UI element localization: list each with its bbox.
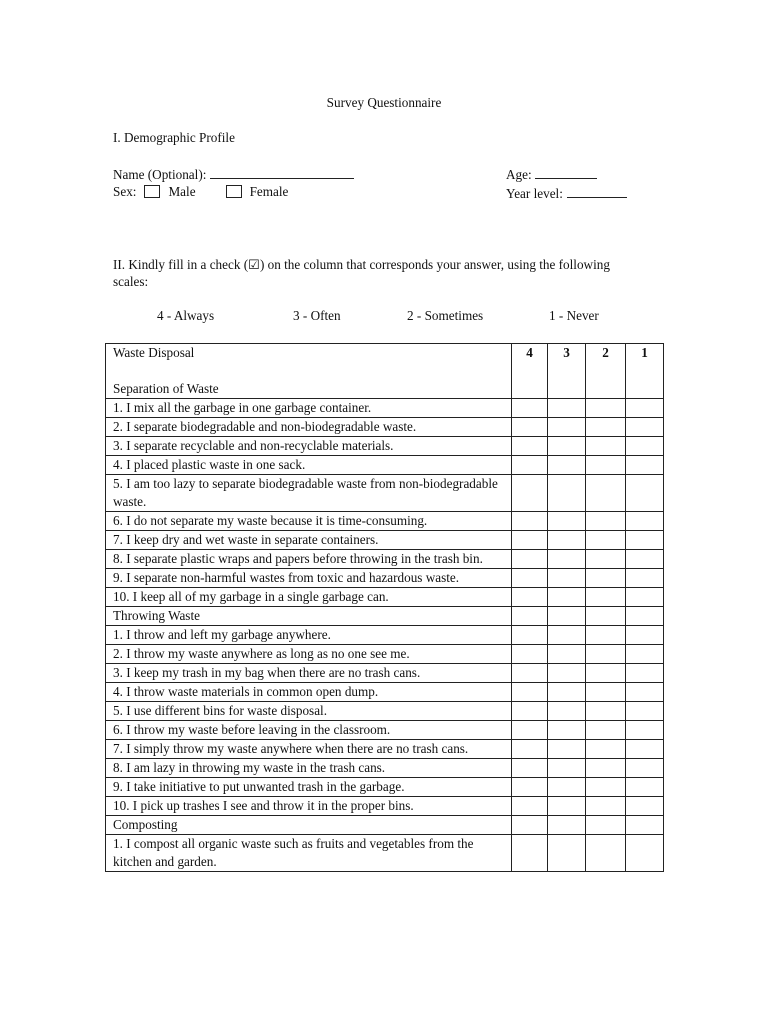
table-row bbox=[106, 399, 664, 418]
check-cell-1[interactable] bbox=[626, 588, 664, 607]
check-cell-1[interactable] bbox=[626, 835, 664, 872]
check-cell-4[interactable] bbox=[512, 607, 548, 626]
statement-text: 9. I take initiative to put unwanted trash in the garbage. bbox=[106, 778, 512, 797]
check-cell-2[interactable] bbox=[586, 702, 626, 721]
check-cell-4[interactable] bbox=[512, 531, 548, 550]
table-row bbox=[106, 531, 664, 550]
check-cell-2[interactable] bbox=[586, 512, 626, 531]
male-checkbox[interactable] bbox=[144, 185, 160, 198]
age-field-group bbox=[506, 166, 597, 181]
statement-text: 3. I separate recyclable and non-recyclable materials. bbox=[106, 437, 512, 456]
check-cell-2[interactable] bbox=[586, 835, 626, 872]
check-cell-3[interactable] bbox=[548, 797, 586, 816]
check-cell-3[interactable] bbox=[548, 740, 586, 759]
check-cell-2[interactable] bbox=[586, 759, 626, 778]
check-cell-4[interactable] bbox=[512, 816, 548, 835]
check-cell-3[interactable] bbox=[548, 531, 586, 550]
check-cell-4[interactable] bbox=[512, 664, 548, 683]
score-header-1: 1 bbox=[626, 344, 664, 399]
score-header-3: 3 bbox=[548, 344, 586, 399]
year-level-field-group bbox=[506, 185, 627, 200]
check-cell-1[interactable] bbox=[626, 664, 664, 683]
check-cell-3[interactable] bbox=[548, 607, 586, 626]
check-cell-4[interactable] bbox=[512, 721, 548, 740]
check-cell-3[interactable] bbox=[548, 418, 586, 437]
check-cell-2[interactable] bbox=[586, 645, 626, 664]
check-cell-2[interactable] bbox=[586, 531, 626, 550]
table-row bbox=[106, 797, 664, 816]
check-cell-2[interactable] bbox=[586, 797, 626, 816]
check-cell-1[interactable] bbox=[626, 816, 664, 835]
statement-text: 6. I throw my waste before leaving in the classroom. bbox=[106, 721, 512, 740]
check-cell-1[interactable] bbox=[626, 569, 664, 588]
table-row bbox=[106, 437, 664, 456]
check-cell-4[interactable] bbox=[512, 399, 548, 418]
check-cell-2[interactable] bbox=[586, 456, 626, 475]
section-title: Composting bbox=[106, 816, 512, 835]
check-cell-4[interactable] bbox=[512, 740, 548, 759]
table-row bbox=[106, 569, 664, 588]
score-header-2: 2 bbox=[586, 344, 626, 399]
check-cell-2[interactable] bbox=[586, 740, 626, 759]
check-cell-2[interactable] bbox=[586, 778, 626, 797]
table-row bbox=[106, 550, 664, 569]
statement-text: 5. I am too lazy to separate biodegradable waste from non-biodegradable waste. bbox=[106, 475, 512, 512]
check-cell-1[interactable] bbox=[626, 475, 664, 512]
table-row bbox=[106, 835, 664, 872]
statement-text: 5. I use different bins for waste disposal. bbox=[106, 702, 512, 721]
check-cell-1[interactable] bbox=[626, 759, 664, 778]
statement-text: 7. I keep dry and wet waste in separate containers. bbox=[106, 531, 512, 550]
check-cell-3[interactable] bbox=[548, 626, 586, 645]
female-checkbox[interactable] bbox=[226, 185, 242, 198]
check-cell-1[interactable] bbox=[626, 437, 664, 456]
check-cell-1[interactable] bbox=[626, 399, 664, 418]
check-cell-3[interactable] bbox=[548, 512, 586, 531]
check-cell-3[interactable] bbox=[548, 816, 586, 835]
statement-text: 8. I separate plastic wraps and papers before throwing in the trash bin. bbox=[106, 550, 512, 569]
statement-text: 8. I am lazy in throwing my waste in the trash cans. bbox=[106, 759, 512, 778]
check-cell-3[interactable] bbox=[548, 778, 586, 797]
check-cell-1[interactable] bbox=[626, 418, 664, 437]
check-cell-2[interactable] bbox=[586, 626, 626, 645]
check-cell-3[interactable] bbox=[548, 702, 586, 721]
table-header-row bbox=[106, 344, 664, 399]
table-row bbox=[106, 740, 664, 759]
check-cell-4[interactable] bbox=[512, 550, 548, 569]
check-cell-1[interactable] bbox=[626, 721, 664, 740]
check-cell-3[interactable] bbox=[548, 664, 586, 683]
check-cell-4[interactable] bbox=[512, 645, 548, 664]
statement-text: 1. I compost all organic waste such as fruits and vegetables from the kitchen and garden. bbox=[106, 835, 512, 872]
male-label: Male bbox=[168, 184, 196, 199]
check-cell-1[interactable] bbox=[626, 531, 664, 550]
statement-text: 10. I pick up trashes I see and throw it in the proper bins. bbox=[106, 797, 512, 816]
statement-text: 10. I keep all of my garbage in a single garbage can. bbox=[106, 588, 512, 607]
check-cell-1[interactable] bbox=[626, 456, 664, 475]
table-row bbox=[106, 475, 664, 512]
check-cell-2[interactable] bbox=[586, 664, 626, 683]
female-label: Female bbox=[249, 184, 289, 199]
check-cell-3[interactable] bbox=[548, 645, 586, 664]
year-level-blank[interactable] bbox=[567, 185, 627, 198]
check-cell-2[interactable] bbox=[586, 569, 626, 588]
check-cell-4[interactable] bbox=[512, 512, 548, 531]
check-cell-4[interactable] bbox=[512, 418, 548, 437]
survey-table bbox=[105, 343, 664, 872]
check-cell-1[interactable] bbox=[626, 645, 664, 664]
check-cell-1[interactable] bbox=[626, 740, 664, 759]
check-cell-2[interactable] bbox=[586, 607, 626, 626]
check-cell-1[interactable] bbox=[626, 797, 664, 816]
check-cell-4[interactable] bbox=[512, 702, 548, 721]
check-cell-1[interactable] bbox=[626, 683, 664, 702]
check-cell-3[interactable] bbox=[548, 399, 586, 418]
table-row bbox=[106, 645, 664, 664]
section-row bbox=[106, 816, 664, 835]
statement-text: 1. I throw and left my garbage anywhere. bbox=[106, 626, 512, 645]
statement-text: 2. I separate biodegradable and non-biodegradable waste. bbox=[106, 418, 512, 437]
sex-field-group bbox=[113, 185, 288, 198]
statement-text: 4. I throw waste materials in common open dump. bbox=[106, 683, 512, 702]
check-cell-2[interactable] bbox=[586, 437, 626, 456]
statement-text: 9. I separate non-harmful wastes from toxic and hazardous waste. bbox=[106, 569, 512, 588]
section-title: Throwing Waste bbox=[106, 607, 512, 626]
name-field-group bbox=[113, 166, 354, 181]
section-row bbox=[106, 607, 664, 626]
check-cell-4[interactable] bbox=[512, 778, 548, 797]
age-blank[interactable] bbox=[535, 166, 597, 179]
statement-text: 3. I keep my trash in my bag when there are no trash cans. bbox=[106, 664, 512, 683]
check-cell-2[interactable] bbox=[586, 475, 626, 512]
check-cell-4[interactable] bbox=[512, 683, 548, 702]
check-cell-3[interactable] bbox=[548, 683, 586, 702]
check-cell-4[interactable] bbox=[512, 626, 548, 645]
scale-always: 4 - Always bbox=[157, 308, 215, 323]
name-blank[interactable] bbox=[210, 166, 354, 179]
check-cell-2[interactable] bbox=[586, 588, 626, 607]
check-cell-2[interactable] bbox=[586, 550, 626, 569]
check-cell-3[interactable] bbox=[548, 456, 586, 475]
table-row bbox=[106, 664, 664, 683]
check-cell-1[interactable] bbox=[626, 626, 664, 645]
check-cell-1[interactable] bbox=[626, 778, 664, 797]
check-cell-3[interactable] bbox=[548, 437, 586, 456]
statement-text: 4. I placed plastic waste in one sack. bbox=[106, 456, 512, 475]
check-cell-1[interactable] bbox=[626, 702, 664, 721]
check-cell-3[interactable] bbox=[548, 835, 586, 872]
table-row bbox=[106, 702, 664, 721]
section-title: Separation of Waste bbox=[113, 381, 219, 396]
instructions: II. Kindly fill in a check (☑) on the column that corresponds your answer, using the following scales: bbox=[113, 257, 610, 289]
check-cell-1[interactable] bbox=[626, 550, 664, 569]
table-row bbox=[106, 759, 664, 778]
statement-text: 2. I throw my waste anywhere as long as no one see me. bbox=[106, 645, 512, 664]
check-cell-4[interactable] bbox=[512, 456, 548, 475]
category-title: Waste Disposal bbox=[113, 345, 195, 360]
check-cell-2[interactable] bbox=[586, 721, 626, 740]
scale-never: 1 - Never bbox=[549, 308, 599, 323]
check-cell-1[interactable] bbox=[626, 607, 664, 626]
sex-label: Sex: bbox=[113, 184, 137, 199]
check-cell-2[interactable] bbox=[586, 418, 626, 437]
table-row bbox=[106, 683, 664, 702]
check-cell-3[interactable] bbox=[548, 550, 586, 569]
check-cell-1[interactable] bbox=[626, 512, 664, 531]
check-cell-4[interactable] bbox=[512, 588, 548, 607]
check-cell-2[interactable] bbox=[586, 816, 626, 835]
page-title: Survey Questionnaire bbox=[326, 95, 442, 110]
check-cell-3[interactable] bbox=[548, 588, 586, 607]
statement-text: 1. I mix all the garbage in one garbage container. bbox=[106, 399, 512, 418]
statement-text: 6. I do not separate my waste because it is time-consuming. bbox=[106, 512, 512, 531]
age-label: Age: bbox=[506, 167, 532, 182]
table-row bbox=[106, 418, 664, 437]
check-cell-4[interactable] bbox=[512, 569, 548, 588]
check-cell-4[interactable] bbox=[512, 437, 548, 456]
check-cell-4[interactable] bbox=[512, 797, 548, 816]
check-cell-2[interactable] bbox=[586, 683, 626, 702]
year-level-label: Year level: bbox=[506, 186, 563, 201]
scale-sometimes: 2 - Sometimes bbox=[407, 308, 484, 323]
table-row bbox=[106, 721, 664, 740]
check-cell-3[interactable] bbox=[548, 569, 586, 588]
check-cell-2[interactable] bbox=[586, 399, 626, 418]
category-header-cell bbox=[106, 344, 512, 399]
check-cell-4[interactable] bbox=[512, 475, 548, 512]
table-row bbox=[106, 778, 664, 797]
table-row bbox=[106, 588, 664, 607]
check-cell-4[interactable] bbox=[512, 759, 548, 778]
score-header-4: 4 bbox=[512, 344, 548, 399]
name-label: Name (Optional): bbox=[113, 167, 207, 182]
check-cell-3[interactable] bbox=[548, 759, 586, 778]
table-row bbox=[106, 626, 664, 645]
demographic-heading: I. Demographic Profile bbox=[113, 130, 235, 145]
scale-often: 3 - Often bbox=[293, 308, 341, 323]
check-cell-4[interactable] bbox=[512, 835, 548, 872]
table-row bbox=[106, 456, 664, 475]
check-cell-3[interactable] bbox=[548, 721, 586, 740]
table-row bbox=[106, 512, 664, 531]
statement-text: 7. I simply throw my waste anywhere when there are no trash cans. bbox=[106, 740, 512, 759]
check-cell-3[interactable] bbox=[548, 475, 586, 512]
